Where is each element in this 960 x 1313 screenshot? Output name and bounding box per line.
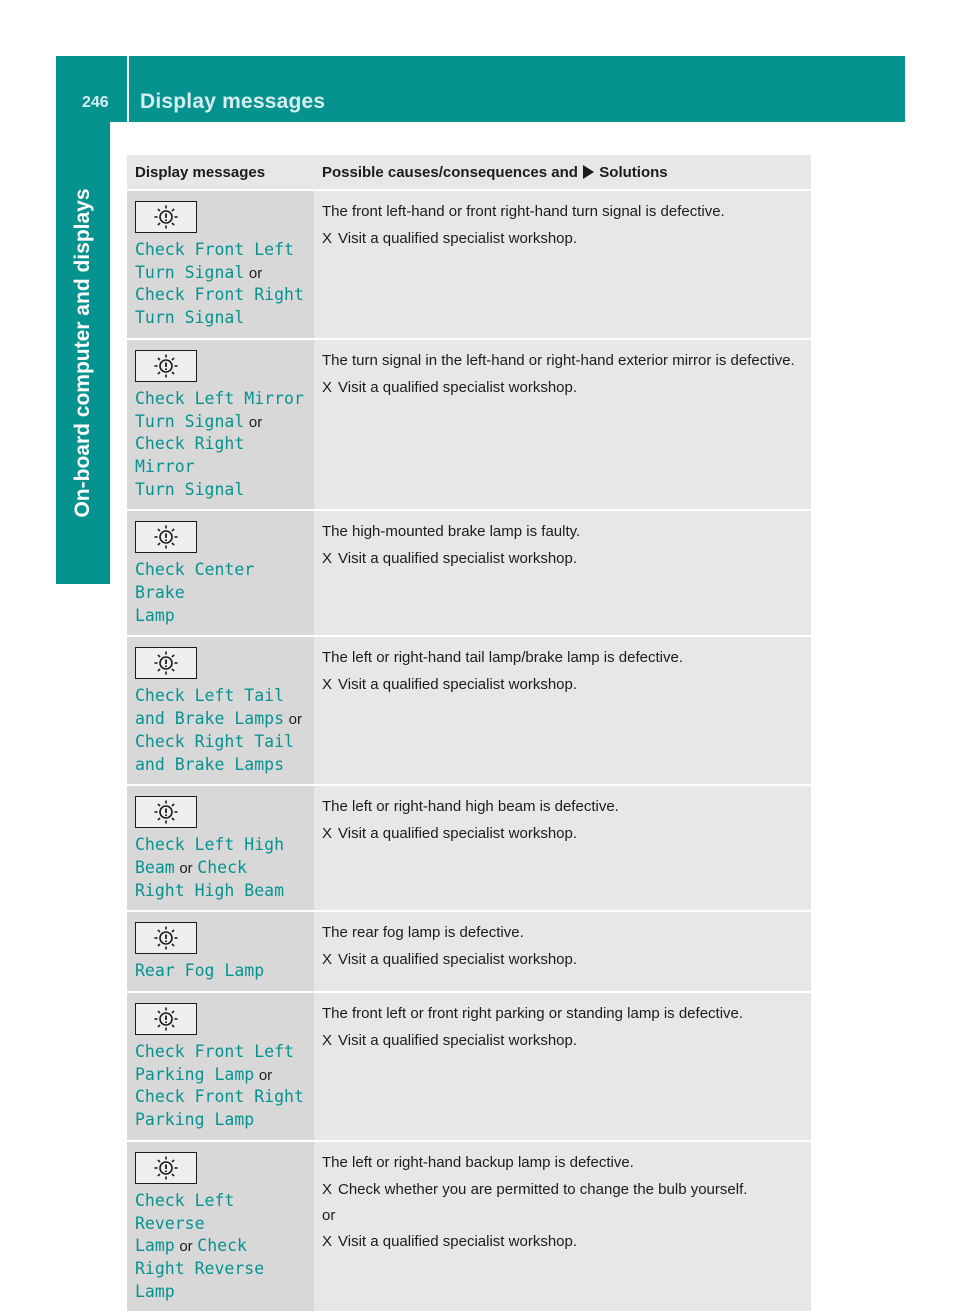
message-line — [135, 1086, 306, 1109]
display-message-code: Lamp — [135, 605, 175, 625]
solution-step — [322, 377, 803, 399]
display-message-code: Check Center Brake — [135, 560, 255, 603]
arrow-right-icon — [583, 165, 594, 179]
message-line — [135, 262, 306, 285]
message-line — [135, 433, 306, 478]
solution-step — [322, 674, 803, 696]
col-header-solutions-text: Solutions — [599, 163, 668, 181]
message-line — [135, 284, 306, 307]
message-line — [135, 754, 306, 777]
solution-step-text: Visit a qualified specialist workshop. — [338, 550, 578, 568]
display-message-cell — [127, 339, 314, 511]
table-header-row — [127, 155, 811, 190]
display-message-code: Turn Signal — [135, 479, 245, 499]
cause-description: The front left-hand or front right-hand turn signal is defective. — [322, 203, 725, 220]
col-header-display-messages: Display messages — [127, 155, 314, 190]
or-conjunction: or — [248, 264, 263, 282]
display-message-code: Check Front Left — [135, 1042, 294, 1062]
display-message-cell — [127, 992, 314, 1141]
x-action-icon: X — [322, 676, 333, 694]
message-line — [135, 880, 306, 903]
table-row — [127, 636, 811, 785]
solution-step — [322, 1030, 803, 1052]
cause-solution-cell — [314, 636, 811, 785]
display-message-cell — [127, 1141, 314, 1313]
cause-description: The left or right-hand high beam is defective. — [322, 798, 619, 816]
or-conjunction: or — [258, 1066, 273, 1084]
lamp-fault-icon — [135, 796, 197, 828]
lamp-fault-icon — [135, 922, 197, 954]
x-action-icon: X — [322, 1180, 333, 1198]
display-message-code: Check Left Reverse — [135, 1190, 235, 1233]
header-divider — [127, 56, 129, 122]
message-line — [135, 388, 306, 411]
cause-description: The rear fog lamp is defective. — [322, 924, 524, 942]
message-line — [135, 1064, 306, 1087]
message-line — [135, 685, 306, 708]
solution-step-text: Check whether you are permitted to change the bulb yourself. — [338, 1180, 748, 1198]
x-action-icon: X — [322, 230, 333, 247]
table-row — [127, 510, 811, 636]
display-message-cell — [127, 911, 314, 992]
cause-solution-cell — [314, 190, 811, 339]
lamp-fault-icon — [135, 350, 197, 382]
display-message-code: Check Front Right — [135, 1087, 304, 1107]
lamp-fault-icon — [135, 1003, 197, 1035]
cause-solution-cell — [314, 339, 811, 511]
solution-step — [322, 548, 803, 570]
display-message-cell — [127, 636, 314, 785]
display-message-code: Right Reverse Lamp — [135, 1258, 265, 1301]
x-action-icon: X — [322, 550, 333, 568]
display-message-text — [135, 239, 306, 330]
lamp-fault-icon — [135, 1152, 197, 1184]
display-message-code: and Brake Lamps — [135, 754, 285, 774]
section-title: Display messages — [140, 90, 326, 113]
cause-solution-cell — [314, 911, 811, 992]
message-line — [135, 1041, 306, 1064]
display-message-code: Check Right Tail — [135, 731, 294, 751]
page-number: 246 — [82, 94, 109, 111]
solution-step-text: Visit a qualified specialist workshop. — [338, 378, 578, 396]
cause-solution-cell — [314, 1141, 811, 1313]
x-action-icon: X — [322, 825, 333, 843]
solution-step-text: Visit a qualified specialist workshop. — [338, 676, 578, 694]
display-message-text — [135, 1041, 306, 1132]
solution-step-text: Visit a qualified specialist workshop. — [338, 230, 578, 247]
display-message-code: Parking Lamp — [135, 1110, 255, 1130]
display-message-text — [135, 685, 306, 776]
solution-step-text: Visit a qualified specialist workshop. — [338, 1032, 578, 1050]
message-line — [135, 605, 306, 628]
display-message-code: Check Front Right — [135, 285, 304, 305]
lamp-fault-icon — [135, 521, 197, 553]
message-line — [135, 731, 306, 754]
message-line — [135, 1109, 306, 1132]
or-conjunction: or — [179, 1238, 193, 1256]
x-action-icon: X — [322, 378, 333, 396]
cause-solution-cell — [314, 510, 811, 636]
solution-step — [322, 949, 803, 971]
message-line — [135, 307, 306, 330]
message-line — [135, 1235, 306, 1258]
display-message-text — [135, 834, 306, 902]
message-line — [135, 857, 306, 880]
display-message-text — [135, 388, 306, 502]
table-row — [127, 190, 811, 339]
display-message-code: Turn Signal — [135, 411, 245, 431]
cause-description: The turn signal in the left-hand or right-hand exterior mirror is defective. — [322, 351, 795, 369]
or-conjunction: or — [179, 859, 193, 877]
x-action-icon: X — [322, 1032, 333, 1050]
display-message-code: Rear Fog Lamp — [135, 961, 265, 981]
display-message-cell — [127, 190, 314, 339]
cause-description: The left or right-hand tail lamp/brake lamp is defective. — [322, 649, 684, 667]
table-row — [127, 911, 811, 992]
display-message-code: Turn Signal — [135, 262, 245, 282]
message-line — [135, 708, 306, 731]
display-message-code: Parking Lamp — [135, 1064, 255, 1084]
or-conjunction: or — [288, 711, 302, 729]
solution-step — [322, 1179, 803, 1201]
message-line — [135, 479, 306, 502]
display-message-text — [135, 1190, 306, 1304]
solution-step — [322, 823, 803, 845]
message-line — [135, 411, 306, 434]
x-action-icon: X — [322, 951, 333, 969]
display-message-code: Right High Beam — [135, 880, 285, 900]
message-line — [135, 239, 306, 262]
display-message-cell — [127, 785, 314, 911]
solution-step — [322, 228, 803, 250]
x-action-icon: X — [322, 1232, 333, 1250]
table-body — [127, 190, 811, 1312]
col-header-causes-solutions — [314, 155, 811, 190]
lamp-fault-icon — [135, 201, 197, 233]
cause-description: The high-mounted brake lamp is faulty. — [322, 523, 581, 541]
display-message-code: Lamp — [135, 1236, 175, 1256]
display-message-text — [135, 960, 306, 983]
or-conjunction: or — [248, 413, 263, 431]
display-message-code: Check Front Left — [135, 240, 294, 259]
message-line — [135, 960, 306, 983]
table-row — [127, 785, 811, 911]
solution-step — [322, 1231, 803, 1253]
message-line — [135, 1190, 306, 1235]
table-row — [127, 992, 811, 1141]
display-message-code: Check Left Tail — [135, 686, 285, 706]
col-header-causes-text: Possible causes/consequences and — [322, 163, 578, 181]
table-row — [127, 339, 811, 511]
cause-description: The left or right-hand backup lamp is defective. — [322, 1153, 634, 1171]
cause-solution-cell — [314, 992, 811, 1141]
table-row — [127, 1141, 811, 1313]
display-message-code: Check Left High — [135, 835, 285, 855]
cause-solution-cell — [314, 785, 811, 911]
display-message-code: Check Left Mirror — [135, 388, 304, 408]
cause-description: The front left or front right parking or standing lamp is defective. — [322, 1005, 744, 1023]
display-message-cell — [127, 510, 314, 636]
solution-step-text: Visit a qualified specialist workshop. — [338, 1232, 578, 1250]
display-message-code: Check Right Mirror — [135, 434, 245, 476]
lamp-fault-icon — [135, 647, 197, 679]
message-line — [135, 1258, 306, 1303]
display-message-code: Beam — [135, 857, 175, 877]
display-message-code: Check — [197, 1236, 247, 1256]
side-label: On-board computer and displays — [71, 188, 94, 518]
message-line — [135, 834, 306, 857]
display-message-code: and Brake Lamps — [135, 709, 285, 729]
solution-step-text: Visit a qualified specialist workshop. — [338, 825, 578, 843]
display-message-code: Turn Signal — [135, 308, 245, 328]
message-line — [135, 559, 306, 604]
display-message-text — [135, 559, 306, 627]
or-separator: or — [322, 1206, 336, 1224]
solution-step-text: Visit a qualified specialist workshop. — [338, 951, 578, 969]
display-message-code: Check — [197, 857, 247, 877]
display-messages-table — [127, 155, 811, 1313]
